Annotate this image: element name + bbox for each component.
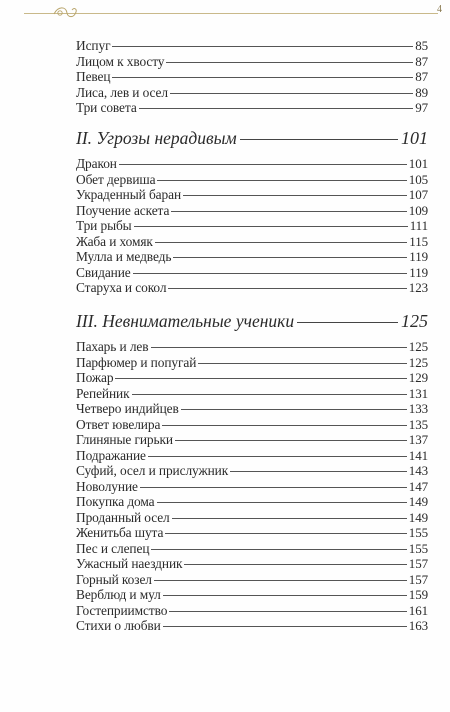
entry-page: 133: [408, 401, 428, 416]
section-title: II. Угрозы нерадивым: [76, 128, 237, 148]
toc-entry: [76, 572, 428, 588]
toc-entry: [76, 448, 428, 464]
entry-page: 125: [408, 354, 428, 370]
toc-entry: [76, 54, 428, 70]
leader-line: [240, 139, 398, 140]
entry-page: 87: [415, 53, 428, 69]
toc-entry: [76, 510, 428, 526]
entry-page: 149: [408, 509, 428, 525]
entry-title: Свидание: [76, 264, 131, 280]
entry-title: Ужасный наездник: [76, 556, 183, 571]
page-number: 4: [437, 4, 442, 15]
entry-title: Женитьба шута: [76, 525, 164, 540]
leader-line: [183, 195, 407, 196]
entry-title: Пес и слепец: [76, 540, 150, 556]
leader-line: [184, 564, 406, 565]
entry-title: Стихи о любви: [76, 618, 161, 633]
entry-title: Обет дервиша: [76, 171, 156, 187]
toc-entry: [76, 172, 428, 188]
entry-title: Три рыбы: [76, 218, 132, 233]
toc-entry: [76, 386, 428, 402]
entry-title: Пахарь и лев: [76, 339, 149, 354]
entry-page: 105: [408, 171, 428, 187]
toc-entry: [76, 265, 428, 281]
entry-page: 157: [408, 556, 428, 571]
toc-entry: [76, 463, 428, 479]
entry-title: Глиняные гирьки: [76, 432, 173, 447]
leader-line: [230, 471, 407, 472]
entry-page: 131: [408, 385, 428, 401]
entry-title: Покупка дома: [76, 494, 155, 509]
entry-title: Лиса, лев и осел: [76, 84, 168, 100]
section-heading: [76, 128, 428, 152]
entry-title: Мулла и медведь: [76, 249, 172, 264]
leader-line: [139, 108, 414, 109]
leader-line: [151, 549, 406, 550]
toc-entry: [76, 339, 428, 355]
entry-page: 149: [408, 494, 428, 509]
toc-entry: [76, 234, 428, 250]
leader-line: [154, 580, 407, 581]
entry-page: 115: [409, 233, 428, 249]
leader-line: [115, 378, 406, 379]
leader-line: [112, 46, 413, 47]
entry-title: Три совета: [76, 100, 137, 115]
entry-page: 159: [408, 587, 428, 602]
entry-page: 109: [408, 202, 428, 218]
toc-entry: [76, 525, 428, 541]
entry-page: 161: [408, 602, 428, 618]
leader-line: [157, 502, 407, 503]
leader-line: [170, 93, 413, 94]
entry-page: 107: [408, 187, 428, 202]
toc-entry: [76, 100, 428, 116]
leader-line: [173, 257, 407, 258]
entry-page: 111: [409, 218, 428, 233]
toc-section-2: [76, 128, 428, 296]
section-heading: [76, 311, 428, 335]
entry-page: 89: [415, 84, 428, 100]
entry-page: 101: [408, 156, 428, 171]
entry-page: 135: [408, 416, 428, 432]
entry-page: 129: [408, 370, 428, 385]
entry-page: 155: [408, 540, 428, 556]
toc-entry: [76, 618, 428, 634]
entry-page: 97: [415, 100, 428, 115]
leader-line: [155, 242, 407, 243]
toc-entry: [76, 355, 428, 371]
entry-page: 137: [408, 432, 428, 447]
leader-line: [140, 487, 407, 488]
toc-entry: [76, 187, 428, 203]
entry-title: Пожар: [76, 370, 114, 385]
entry-page: 87: [415, 69, 428, 84]
leader-line: [171, 211, 406, 212]
entry-title: Лицом к хвосту: [76, 53, 165, 69]
entry-title: Верблюд и мул: [76, 587, 161, 602]
entry-page: 157: [408, 571, 428, 587]
entry-title: Проданный осел: [76, 509, 170, 525]
toc-entry: [76, 494, 428, 510]
entry-page: 141: [408, 447, 428, 463]
leader-line: [132, 394, 407, 395]
toc-entry: [76, 432, 428, 448]
leader-line: [112, 77, 413, 78]
entry-page: 119: [409, 264, 428, 280]
leader-line: [157, 180, 406, 181]
leader-line: [181, 409, 407, 410]
entry-title: Певец: [76, 69, 111, 84]
section-page: 101: [401, 128, 428, 148]
leader-line: [169, 611, 406, 612]
leader-line: [297, 322, 398, 323]
toc-block-1: [76, 38, 428, 116]
leader-line: [163, 626, 407, 627]
entry-title: Горный козел: [76, 571, 152, 587]
entry-page: 143: [408, 463, 428, 478]
toc-entry: [76, 479, 428, 495]
entry-page: 155: [408, 525, 428, 540]
toc-entry: [76, 85, 428, 101]
toc-entry: [76, 370, 428, 386]
entry-title: Испуг: [76, 38, 111, 53]
entry-title: Украденный баран: [76, 187, 182, 202]
leader-line: [162, 425, 407, 426]
entry-title: Новолуние: [76, 478, 138, 494]
entry-title: Дракон: [76, 156, 117, 171]
entry-page: 123: [408, 280, 428, 295]
leader-line: [198, 363, 406, 364]
leader-line: [148, 456, 407, 457]
entry-page: 147: [408, 478, 428, 494]
entry-title: Репейник: [76, 385, 130, 401]
leader-line: [165, 533, 406, 534]
header-rule: [24, 13, 438, 14]
entry-title: Жаба и хомяк: [76, 233, 153, 249]
entry-page: 125: [408, 339, 428, 354]
toc-entry: [76, 587, 428, 603]
toc-entry: [76, 541, 428, 557]
entry-page: 119: [409, 249, 428, 264]
toc-entry: [76, 156, 428, 172]
leader-line: [134, 226, 408, 227]
entry-page: 85: [415, 38, 428, 53]
toc-entry: [76, 69, 428, 85]
section-page: 125: [401, 311, 428, 331]
entry-title: Суфий, осел и прислужник: [76, 463, 229, 478]
leader-line: [119, 164, 407, 165]
toc-entry: [76, 556, 428, 572]
toc-entry: [76, 280, 428, 296]
leader-line: [163, 595, 407, 596]
toc-entry: [76, 38, 428, 54]
leader-line: [166, 62, 413, 63]
toc-entry: [76, 603, 428, 619]
leader-line: [168, 288, 406, 289]
flourish-icon: [52, 4, 82, 22]
toc-entry: [76, 401, 428, 417]
entry-title: Поучение аскета: [76, 202, 170, 218]
leader-line: [175, 440, 407, 441]
entry-title: Гостеприимство: [76, 602, 168, 618]
entry-title: Четверо индийцев: [76, 401, 179, 416]
toc-entry: [76, 249, 428, 265]
entry-title: Парфюмер и попугай: [76, 354, 197, 370]
leader-line: [133, 273, 408, 274]
leader-line: [151, 347, 407, 348]
toc-section-3: [76, 311, 428, 634]
toc-entry: [76, 218, 428, 234]
leader-line: [172, 518, 407, 519]
entry-title: Ответ ювелира: [76, 416, 161, 432]
toc-entry: [76, 417, 428, 433]
entry-title: Подражание: [76, 447, 146, 463]
section-title: III. Невнимательные ученики: [76, 311, 295, 331]
toc-entry: [76, 203, 428, 219]
entry-page: 163: [408, 618, 428, 633]
entry-title: Старуха и сокол: [76, 280, 167, 295]
